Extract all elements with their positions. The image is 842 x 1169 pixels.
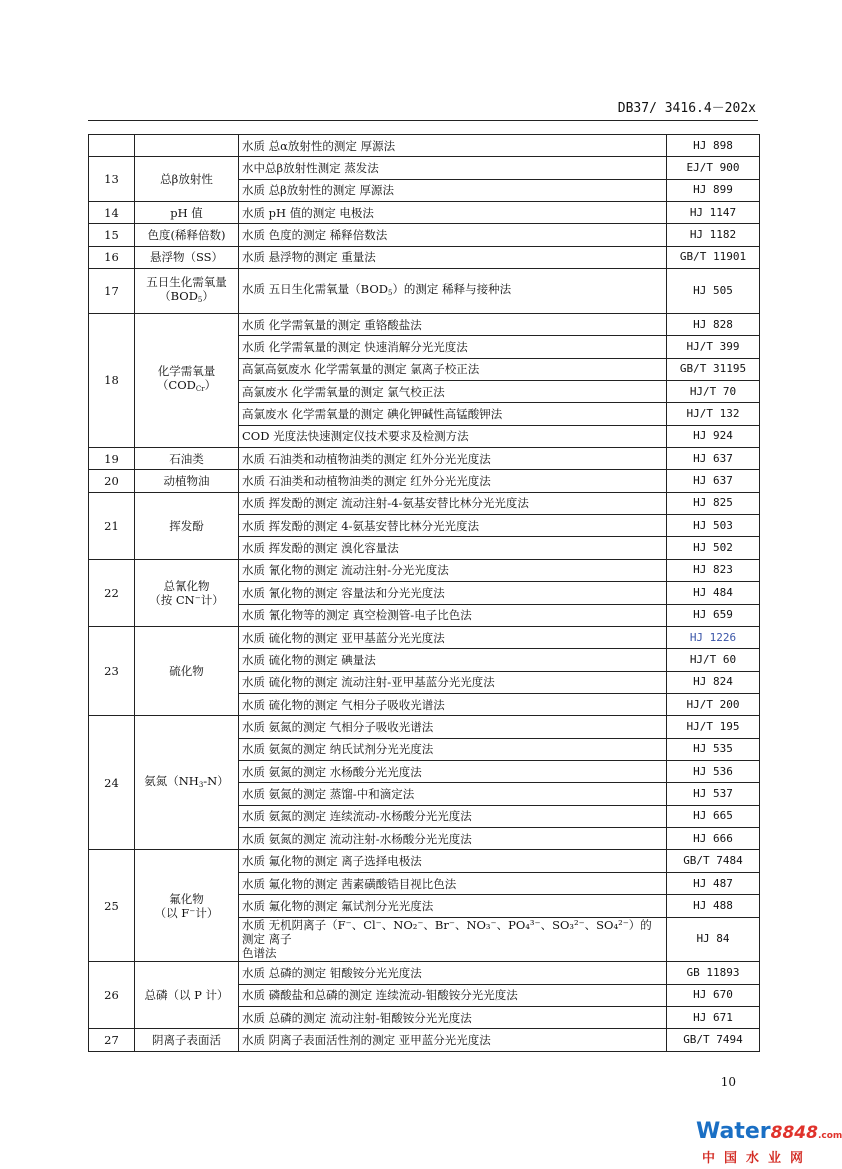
table-row (89, 224, 760, 246)
method-name-line2: 色谱法 (242, 946, 277, 961)
method-name: 水质 总磷的测定 流动注射-钼酸铵分光光度法 (239, 1006, 667, 1028)
table-row (89, 559, 760, 581)
standards-table (88, 134, 760, 1052)
item-number: 23 (89, 626, 135, 715)
standard-code: HJ/T 132 (667, 403, 760, 425)
item-name: 石油类 (135, 448, 239, 470)
item-number: 24 (89, 716, 135, 850)
item-name (135, 559, 239, 626)
method-name: 水质 氨氮的测定 纳氏试剂分光光度法 (239, 738, 667, 760)
item-name-line2: $(COD_{Cr})$ (156, 378, 217, 394)
table-row (89, 716, 760, 738)
item-number: 25 (89, 850, 135, 962)
item-name (135, 313, 239, 447)
method-name: 水质 氰化物的测定 容量法和分光光度法 (239, 582, 667, 604)
standard-code: HJ 898 (667, 135, 760, 157)
standard-code: HJ 637 (667, 470, 760, 492)
standard-code: GB/T 7494 (667, 1029, 760, 1051)
standard-code: HJ 1147 (667, 202, 760, 224)
method-name: 水质 氨氮的测定 水杨酸分光光度法 (239, 761, 667, 783)
item-name: 硫化物 (135, 626, 239, 715)
document-code: DB37/ 3416.4－202x (617, 101, 756, 116)
method-name: 水质 氟化物的测定 茜素磺酸锆目视比色法 (239, 872, 667, 894)
item-name: 悬浮物（SS） (135, 246, 239, 268)
item-name: 总磷（以 P 计） (135, 962, 239, 1029)
method-name: 水质 总β放射性的测定 厚源法 (239, 179, 667, 201)
standard-code: HJ 536 (667, 761, 760, 783)
method-name: 水质 总磷的测定 钼酸铵分光光度法 (239, 962, 667, 984)
item-name-line1: 五日生化需氧量 (146, 275, 227, 289)
standard-code: HJ 484 (667, 582, 760, 604)
method-name: 水质 氨氮的测定 流动注射-水杨酸分光光度法 (239, 828, 667, 850)
standard-code: HJ 670 (667, 984, 760, 1006)
table-row (89, 202, 760, 224)
item-name-line1: 氟化物 (169, 891, 204, 906)
method-name: 水质 挥发酚的测定 4-氨基安替比林分光光度法 (239, 515, 667, 537)
standard-code: GB/T 7484 (667, 850, 760, 872)
method-name: 水质 总α放射性的测定 厚源法 (239, 135, 667, 157)
method-name: 水质 悬浮物的测定 重量法 (239, 246, 667, 268)
standard-code: HJ 825 (667, 492, 760, 514)
standard-code: HJ 488 (667, 895, 760, 917)
method-name: 水质 硫化物的测定 气相分子吸收光谱法 (239, 693, 667, 715)
table-row (89, 962, 760, 984)
method-name: 水质 硫化物的测定 亚甲基蓝分光光度法 (239, 626, 667, 648)
standard-code: HJ 665 (667, 805, 760, 827)
standard-code: GB/T 31195 (667, 358, 760, 380)
method-name: 水质 氟化物的测定 氟试剂分光光度法 (239, 895, 667, 917)
method-name: 水质 挥发酚的测定 溴化容量法 (239, 537, 667, 559)
method-name: 水质 氨氮的测定 蒸馏-中和滴定法 (239, 783, 667, 805)
standard-code: HJ 666 (667, 828, 760, 850)
method-name (239, 917, 667, 962)
item-number: 15 (89, 224, 135, 246)
table-row (89, 157, 760, 179)
item-name: 挥发酚 (135, 492, 239, 559)
item-number: 17 (89, 269, 135, 314)
item-name (135, 269, 239, 314)
table-row (89, 313, 760, 335)
method-name: 高氯废水 化学需氧量的测定 碘化钾碱性高锰酸钾法 (239, 403, 667, 425)
item-name: 色度(稀释倍数) (135, 224, 239, 246)
item-name: 总β放射性 (135, 157, 239, 202)
standard-code: HJ 503 (667, 515, 760, 537)
standard-code: HJ/T 60 (667, 649, 760, 671)
method-name: 水质 化学需氧量的测定 快速消解分光光度法 (239, 336, 667, 358)
table-row (89, 850, 760, 872)
method-name: 水质 阴离子表面活性剂的测定 亚甲蓝分光光度法 (239, 1029, 667, 1051)
item-name: 阴离子表面活 (135, 1029, 239, 1051)
item-number: 16 (89, 246, 135, 268)
method-name: 水质 五日生化需氧量$(BOD_5)$的测定 稀释与接种法 (239, 269, 667, 314)
method-name: 水质 氰化物的测定 流动注射-分光光度法 (239, 559, 667, 581)
table-row (89, 269, 760, 314)
table-row (89, 135, 760, 157)
method-name: 水中总β放射性测定 蒸发法 (239, 157, 667, 179)
standard-code: HJ 824 (667, 671, 760, 693)
standard-code: HJ 84 (667, 917, 760, 962)
table-row (89, 470, 760, 492)
item-number: 14 (89, 202, 135, 224)
standard-code: HJ 828 (667, 313, 760, 335)
method-name: 水质 硫化物的测定 流动注射-亚甲基蓝分光光度法 (239, 671, 667, 693)
item-name: 动植物油 (135, 470, 239, 492)
standard-code: HJ 637 (667, 448, 760, 470)
standard-code: HJ 659 (667, 604, 760, 626)
standard-code: HJ 671 (667, 1006, 760, 1028)
item-name-line2: $(BOD_5)$ (159, 289, 214, 304)
item-name-line1: 总氰化物 (163, 578, 210, 593)
standard-code: HJ 1182 (667, 224, 760, 246)
method-name: 水质 磷酸盐和总磷的测定 连续流动-钼酸铵分光光度法 (239, 984, 667, 1006)
item-number: 27 (89, 1029, 135, 1051)
standard-code: HJ/T 70 (667, 380, 760, 402)
standard-code: HJ/T 200 (667, 693, 760, 715)
method-name: 高氯高氨废水 化学需氧量的测定 氯离子校正法 (239, 358, 667, 380)
item-name (135, 850, 239, 962)
method-name: 水质 石油类和动植物油类的测定 红外分光光度法 (239, 448, 667, 470)
page-number: 10 (720, 1075, 736, 1089)
standard-code: GB/T 11901 (667, 246, 760, 268)
standard-code: HJ 823 (667, 559, 760, 581)
method-name: 水质 pH 值的测定 电极法 (239, 202, 667, 224)
method-name: 水质 氨氮的测定 气相分子吸收光谱法 (239, 716, 667, 738)
header-rule (88, 120, 758, 121)
standard-code: EJ/T 900 (667, 157, 760, 179)
standard-code: HJ 537 (667, 783, 760, 805)
table-row (89, 448, 760, 470)
method-name: COD 光度法快速测定仪技术要求及检测方法 (239, 425, 667, 447)
method-name: 水质 挥发酚的测定 流动注射-4-氨基安替比林分光光度法 (239, 492, 667, 514)
standard-code: HJ 899 (667, 179, 760, 201)
standard-code: HJ 535 (667, 738, 760, 760)
water8848-logo[interactable]: Water8848.com 中国水业网 (696, 1119, 842, 1166)
table-row (89, 626, 760, 648)
item-number: 26 (89, 962, 135, 1029)
method-name: 高氯废水 化学需氧量的测定 氯气校正法 (239, 380, 667, 402)
standard-code: HJ 505 (667, 269, 760, 314)
item-name-line2: （按 CN⁻计） (149, 592, 224, 607)
method-name: 水质 色度的测定 稀释倍数法 (239, 224, 667, 246)
method-name: 水质 化学需氧量的测定 重铬酸盐法 (239, 313, 667, 335)
item-number (89, 135, 135, 157)
standard-code: HJ 487 (667, 872, 760, 894)
method-name: 水质 氨氮的测定 连续流动-水杨酸分光光度法 (239, 805, 667, 827)
item-name (135, 135, 239, 157)
method-name: 水质 氟化物的测定 离子选择电极法 (239, 850, 667, 872)
method-name: 水质 石油类和动植物油类的测定 红外分光光度法 (239, 470, 667, 492)
method-name: 水质 硫化物的测定 碘量法 (239, 649, 667, 671)
standard-code: HJ/T 399 (667, 336, 760, 358)
item-name-line2: （以 F⁻计） (154, 905, 219, 920)
item-number: 21 (89, 492, 135, 559)
standard-code: HJ 502 (667, 537, 760, 559)
method-name: 水质 氰化物等的测定 真空检测管-电子比色法 (239, 604, 667, 626)
item-number: 20 (89, 470, 135, 492)
item-name-line1: 化学需氧量 (157, 364, 216, 379)
table-row (89, 246, 760, 268)
item-number: 22 (89, 559, 135, 626)
item-name: 氨氮$(NH_3-N)$ (135, 716, 239, 850)
item-number: 19 (89, 448, 135, 470)
standard-code: HJ 924 (667, 425, 760, 447)
table-row (89, 1029, 760, 1051)
standard-code: GB 11893 (667, 962, 760, 984)
standard-code: HJ/T 195 (667, 716, 760, 738)
item-number: 18 (89, 313, 135, 447)
item-number: 13 (89, 157, 135, 202)
method-name-line1: 水质 无机阴离子（F⁻、Cl⁻、NO₂⁻、Br⁻、NO₃⁻、PO₄³⁻、SO₃²⁻、SO₄²⁻）的测定 离子 (242, 918, 652, 947)
standard-code-link[interactable]: HJ 1226 (667, 626, 760, 648)
item-name: pH 值 (135, 202, 239, 224)
table-row (89, 492, 760, 514)
